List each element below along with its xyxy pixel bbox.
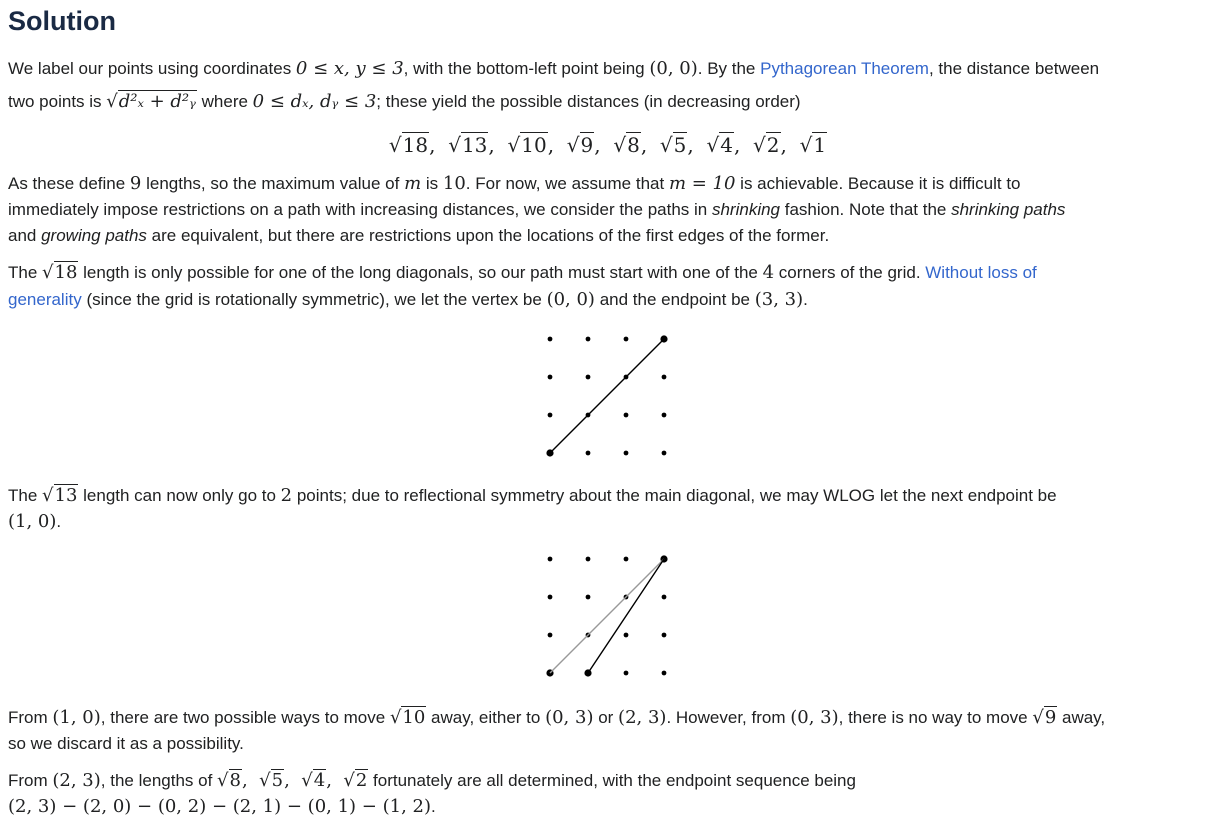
grid-point — [548, 557, 553, 562]
grid-point — [586, 595, 591, 600]
section-heading: Solution — [8, 6, 116, 36]
distance-item: √4 — [706, 133, 733, 157]
grid-point — [662, 633, 667, 638]
paragraph-3-line-1: The √18 length is only possible for one of the long diagonals, so our path must start with one of the 4 corners of the grid. Without loss of — [8, 262, 1037, 283]
grid-point — [662, 375, 667, 380]
paragraph-3-line-2: generality (since the grid is rotationally symmetric), we let the vertex be (0, 0) and the endpoint be (3, 3). — [8, 289, 808, 310]
paragraph-6-line-2: (2, 3) − (2, 0) − (0, 2) − (2, 1) − (0, 1) − (1, 2). — [8, 796, 436, 817]
grid-diagram-1 — [530, 326, 680, 470]
grid-point — [662, 451, 667, 456]
distance-item: √9 — [566, 133, 594, 157]
grid-point — [548, 633, 553, 638]
grid-point — [586, 375, 591, 380]
paragraph-2-line-1: As these define 9 lengths, so the maximum value of m is 10. For now, we assume that m = 10 is achievable. Because it is difficult to — [8, 173, 1021, 194]
distance-item: √18 — [388, 133, 429, 157]
grid-point — [624, 557, 629, 562]
paragraph-1-line-2: two points is √d²ₓ + d²ᵧ where 0 ≤ dₓ, dᵧ ≤ 3; these yield the possible distances (in decreasing order) — [8, 91, 801, 112]
paragraph-5-line-1: From (1, 0), there are two possible ways to move √10 away, either to (0, 3) or (2, 3). However, from (0, 3), there is no way to move √9 away, — [8, 707, 1106, 728]
paragraph-2-line-2: immediately impose restrictions on a path with increasing distances, we consider the paths in shrinking fashion. Note that the shrinking paths — [8, 200, 1066, 219]
paragraph-4-line-2: (1, 0). — [8, 511, 62, 532]
paragraph-4-line-1: The √13 length can now only go to 2 points; due to reflectional symmetry about the main diagonal, we may WLOG let the next endpoint be — [8, 485, 1057, 506]
pythagorean-theorem-link[interactable]: Pythagorean Theorem — [760, 59, 929, 78]
grid-point — [624, 633, 629, 638]
grid-point — [624, 413, 629, 418]
grid-point — [624, 451, 629, 456]
distances-list: √18, √13, √10, √9, √8, √5, √4, √2, √1 — [388, 133, 827, 157]
distance-item: √8 — [613, 133, 640, 157]
grid-point — [624, 671, 629, 676]
grid-point — [662, 413, 667, 418]
grid-point — [548, 595, 553, 600]
paragraph-6-line-1: From (2, 3), the lengths of √8, √5, √4, √2 fortunately are all determined, with the endpoint sequence being — [8, 770, 856, 791]
grid-point — [548, 337, 553, 342]
grid-point — [662, 671, 667, 676]
grid-point — [586, 451, 591, 456]
distance-item: √13 — [448, 133, 488, 157]
grid-point — [624, 337, 629, 342]
path-segment — [550, 559, 664, 673]
grid-point — [662, 595, 667, 600]
paragraph-5-line-2: so we discard it as a possibility. — [8, 734, 244, 753]
grid-diagram-2 — [530, 546, 680, 690]
path-segment — [588, 559, 664, 673]
distance-item: √5 — [659, 133, 687, 157]
distance-item: √1 — [799, 133, 827, 157]
grid-point — [586, 557, 591, 562]
path-segment — [550, 339, 664, 453]
distance-item: √2 — [753, 133, 780, 157]
paragraph-1-line-1: We label our points using coordinates 0 ≤ x, y ≤ 3, with the bottom-left point being (0, 0). By the Pythagorean Theorem, the distance between — [8, 58, 1100, 79]
grid-point — [548, 375, 553, 380]
wlog-link-part-2[interactable]: generality — [8, 290, 82, 309]
grid-point — [548, 413, 553, 418]
paragraph-2-line-3: and growing paths are equivalent, but there are restrictions upon the locations of the first edges of the former. — [8, 226, 830, 245]
wlog-link-part-1[interactable]: Without loss of — [925, 263, 1037, 282]
grid-point — [586, 337, 591, 342]
distance-item: √10 — [507, 133, 547, 157]
